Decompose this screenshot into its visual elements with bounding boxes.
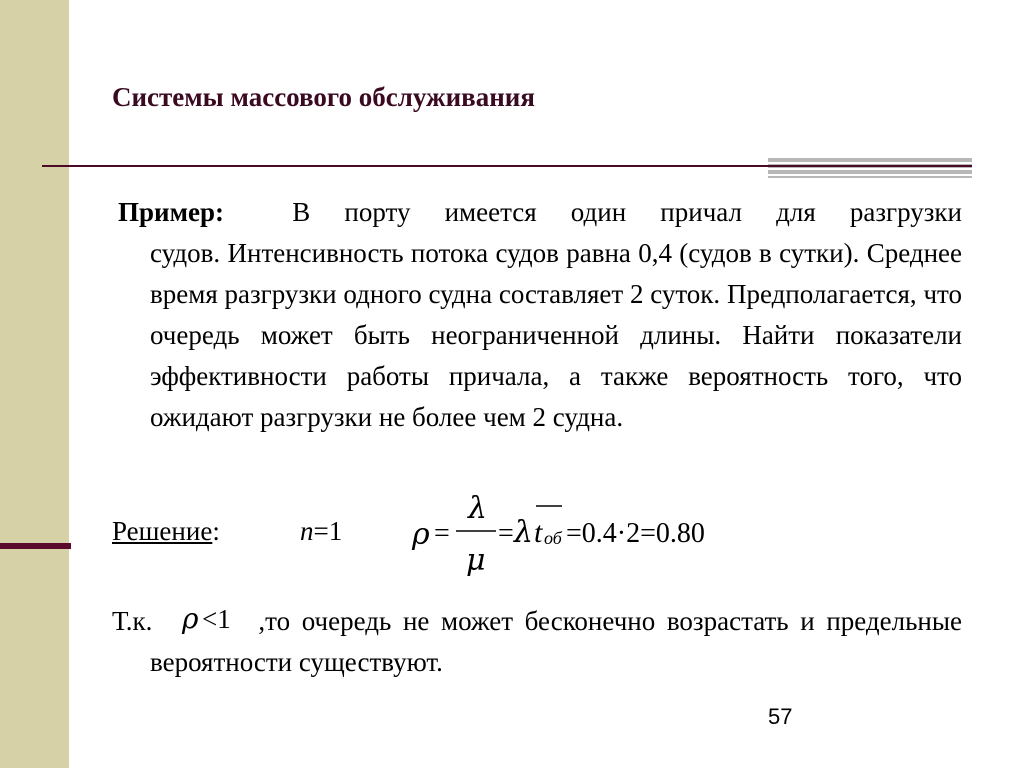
page-number: 57 [768, 704, 793, 729]
formula-t: t [534, 516, 543, 549]
solution-label [112, 516, 220, 547]
conclusion-prefix: Т.к. [112, 606, 153, 636]
formula-lambda: λ [468, 491, 488, 526]
solution-colon: : [212, 516, 220, 546]
formula-rest: =0.4·2=0.80 [566, 518, 705, 549]
formula-rho: ρ [412, 517, 430, 552]
formula-t-sub: об [544, 528, 562, 548]
rho-formula [410, 486, 750, 582]
left-accent-bar [0, 543, 71, 549]
n-variable: n [300, 516, 314, 546]
formula-lambda2: λ [514, 515, 534, 550]
title-rule [42, 165, 972, 167]
left-decor-band [0, 0, 69, 768]
cond-lt1: <1 [202, 604, 231, 634]
title-rule-grey [768, 158, 972, 178]
solution-label-text: Решение [112, 516, 213, 546]
n-value: =1 [313, 516, 343, 546]
conclusion-text: ,то очередь не может бесконечно возрастать и предельные вероятности существуют. [150, 606, 962, 677]
example-paragraph [118, 192, 962, 438]
example-first-line [118, 192, 962, 233]
conclusion-paragraph [112, 601, 962, 683]
slide-title: Системы массового обслуживания [112, 82, 535, 112]
formula-mu: μ [466, 543, 486, 578]
formula-eq1: = [434, 518, 450, 549]
example-body: судов. Интенсивность потока судов равна 0,4 (судов в сутки). Среднее время разгрузки одного судна составляет 2 суток. Предполагается, что очередь может быть неограниченной длины. Найти показатели эффективности работы причала, а также вероятность того, что ожидают разгрузки не более чем 2 судна. [150, 238, 962, 432]
cond-rho: ρ [182, 602, 199, 635]
example-label: Пример: [118, 197, 224, 227]
example-first-line-text: В порту имеется один причал для разгрузки [292, 197, 962, 227]
formula-eq2: = [498, 518, 514, 549]
n-equals [300, 516, 342, 547]
